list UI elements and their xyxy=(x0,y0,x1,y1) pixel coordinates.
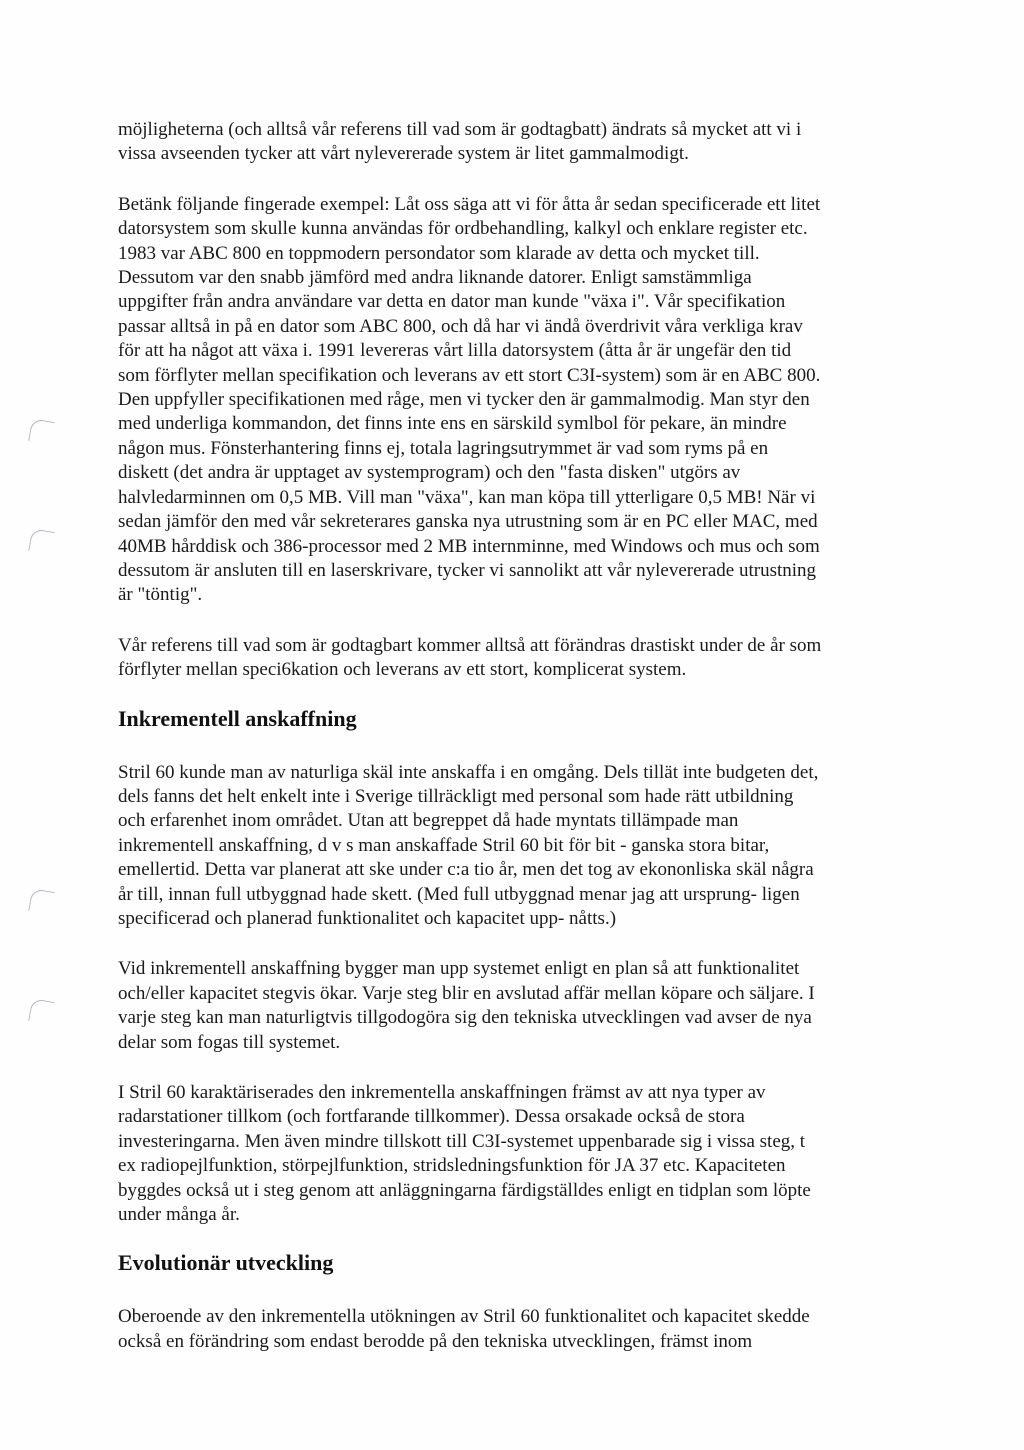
paragraph-7 xyxy=(118,1305,918,1354)
text-line: I Stril 60 karaktäriserades den inkrementella anskaffningen främst av att nya typer av xyxy=(118,1082,766,1103)
text-line: byggdes också ut i steg genom att anläggningarna färdigställdes enligt en tidplan som löpte xyxy=(118,1179,811,1201)
paragraph-1 xyxy=(118,118,918,167)
text-line: 1983 var ABC 800 en toppmodern persondator som klarade av detta och mycket till. xyxy=(118,242,760,264)
text-line: Den uppfyller specifikationen med råge, men vi tycker den är gammalmodig. Man styr den xyxy=(118,389,810,411)
text-line: radarstationer tillkom (och fortfarande tillkommer). Dessa orsakade också de stora xyxy=(118,1106,745,1128)
text-line: varje steg kan man naturligtvis tillgodogöra sig den tekniska utvecklingen vad avser de nya xyxy=(118,1007,812,1029)
text-line: och/eller kapacitet stegvis ökar. Varje steg blir en avslutad affär mellan köpare och säljare. I xyxy=(118,982,815,1004)
text-line: dessutom är ansluten till en laserskrivare, tycker vi sannolikt att vår nylevererade utrustning xyxy=(118,559,817,581)
text-line: passar alltså in på en dator som ABC 800, och då har vi ändå överdrivit våra verkliga krav xyxy=(118,315,803,337)
text-line: delar som fogas till systemet. xyxy=(118,1031,341,1053)
section-heading-evolutionar: Evolutionär utveckling xyxy=(118,1250,334,1276)
text-line: 40MB hårddisk och 386-processor med 2 MB internminne, med Windows och mus och som xyxy=(118,535,820,557)
text-line: också en förändring som endast berodde på den tekniska utvecklingen, främst inom xyxy=(118,1330,753,1352)
text-line: vissa avseenden tycker att vårt nylevererade system är litet gammalmodigt. xyxy=(118,143,689,165)
text-line: möjligheterna (och alltså vår referens till vad som är godtagbatt) ändrats så mycket att vi i xyxy=(118,119,802,140)
text-line: med underliga kommandon, det finns inte ens en särskild symlbol för pekare, än mindre xyxy=(118,413,787,435)
punch-hole-mark xyxy=(28,998,55,1025)
text-line: halvledarminnen om 0,5 MB. Vill man "växa", kan man köpa till ytterligare 0,5 MB! När vi xyxy=(118,486,816,508)
paragraph-5 xyxy=(118,957,918,1055)
text-line: investeringarna. Men även mindre tillskott till C3I-systemet uppenbarade sig i vissa steg, t xyxy=(118,1130,806,1152)
paragraph-3 xyxy=(118,634,918,683)
text-line: diskett (det andra är upptaget av systemprogram) och den "fasta disken" utgörs av xyxy=(118,462,741,484)
text-line: dels fanns det helt enkelt inte i Sverige tillräckligt med personal som hade rätt utbildning xyxy=(118,785,794,807)
text-line: Stril 60 kunde man av naturliga skäl inte anskaffa i en omgång. Dels tillät inte budgeten det, xyxy=(118,761,819,783)
paragraph-6 xyxy=(118,1081,918,1227)
text-line: Dessutom var den snabb jämförd med andra liknande datorer. Enligt samstämmliga xyxy=(118,267,752,289)
text-line: Betänk följande fingerade exempel: Låt oss säga att vi för åtta år sedan specificerade ett litet xyxy=(118,193,821,215)
paragraph-4 xyxy=(118,761,918,932)
text-line: specificerad och planerad funktionalitet och kapacitet upp- nåtts.) xyxy=(118,907,617,929)
section-heading-inkrementell: Inkrementell anskaffning xyxy=(118,705,357,731)
text-line: Oberoende av den inkrementella utökningen av Stril 60 funktionalitet och kapacitet skedde xyxy=(118,1306,810,1328)
text-line: emellertid. Detta var planerat att ske under c:a tio år, men det tog av ekononliska skäl några xyxy=(118,859,814,881)
text-line: och erfarenhet inom området. Utan att begreppet då hade myntats tillämpade man xyxy=(118,810,739,832)
text-line: Vår referens till vad som är godtagbart kommer alltså att förändras drastiskt under de år som xyxy=(118,634,822,656)
text-line: för att ha något att växa i. 1991 levereras vårt lilla datorsystem (åtta år är ungefär den tid xyxy=(118,340,792,362)
text-line: ex radiopejlfunktion, störpejlfunktion, stridsledningsfunktion för JA 37 etc. Kapaciteten xyxy=(118,1155,786,1177)
text-line: år till, innan full utbyggnad hade skett. (Med full utbyggnad menar jag att ursprung- ligen xyxy=(118,883,800,905)
punch-hole-mark xyxy=(28,418,55,445)
text-line: Vid inkrementell anskaffning bygger man upp systemet enligt en plan så att funktionalitet xyxy=(118,958,800,980)
text-line: inkrementell anskaffning, d v s man anskaffade Stril 60 bit för bit - ganska stora bitar, xyxy=(118,834,770,856)
text-line: förflyter mellan speci6kation och leverans av ett stort, komplicerat system. xyxy=(118,659,687,681)
text-line: någon mus. Fönsterhantering finns ej, totala lagringsutrymmet är vad som ryms på en xyxy=(118,437,769,459)
text-line: datorsystem som skulle kunna användas för ordbehandling, kalkyl och enklare register etc. xyxy=(118,218,808,240)
punch-hole-mark xyxy=(28,528,55,555)
text-line: är "töntig". xyxy=(118,584,203,606)
paragraph-2 xyxy=(118,193,918,608)
text-line: som förflyter mellan specifikation och leverans av ett stort C3I-system) som är en ABC 800. xyxy=(118,364,821,386)
text-line: sedan jämför den med vår sekreterares ganska nya utrustning som är en PC eller MAC, med xyxy=(118,511,818,533)
document-body xyxy=(118,118,918,1354)
text-line: under många år. xyxy=(118,1204,240,1226)
text-line: uppgifter från andra användare var detta en dator man kunde "växa i". Vår specifikation xyxy=(118,291,786,313)
punch-hole-mark xyxy=(28,888,55,915)
